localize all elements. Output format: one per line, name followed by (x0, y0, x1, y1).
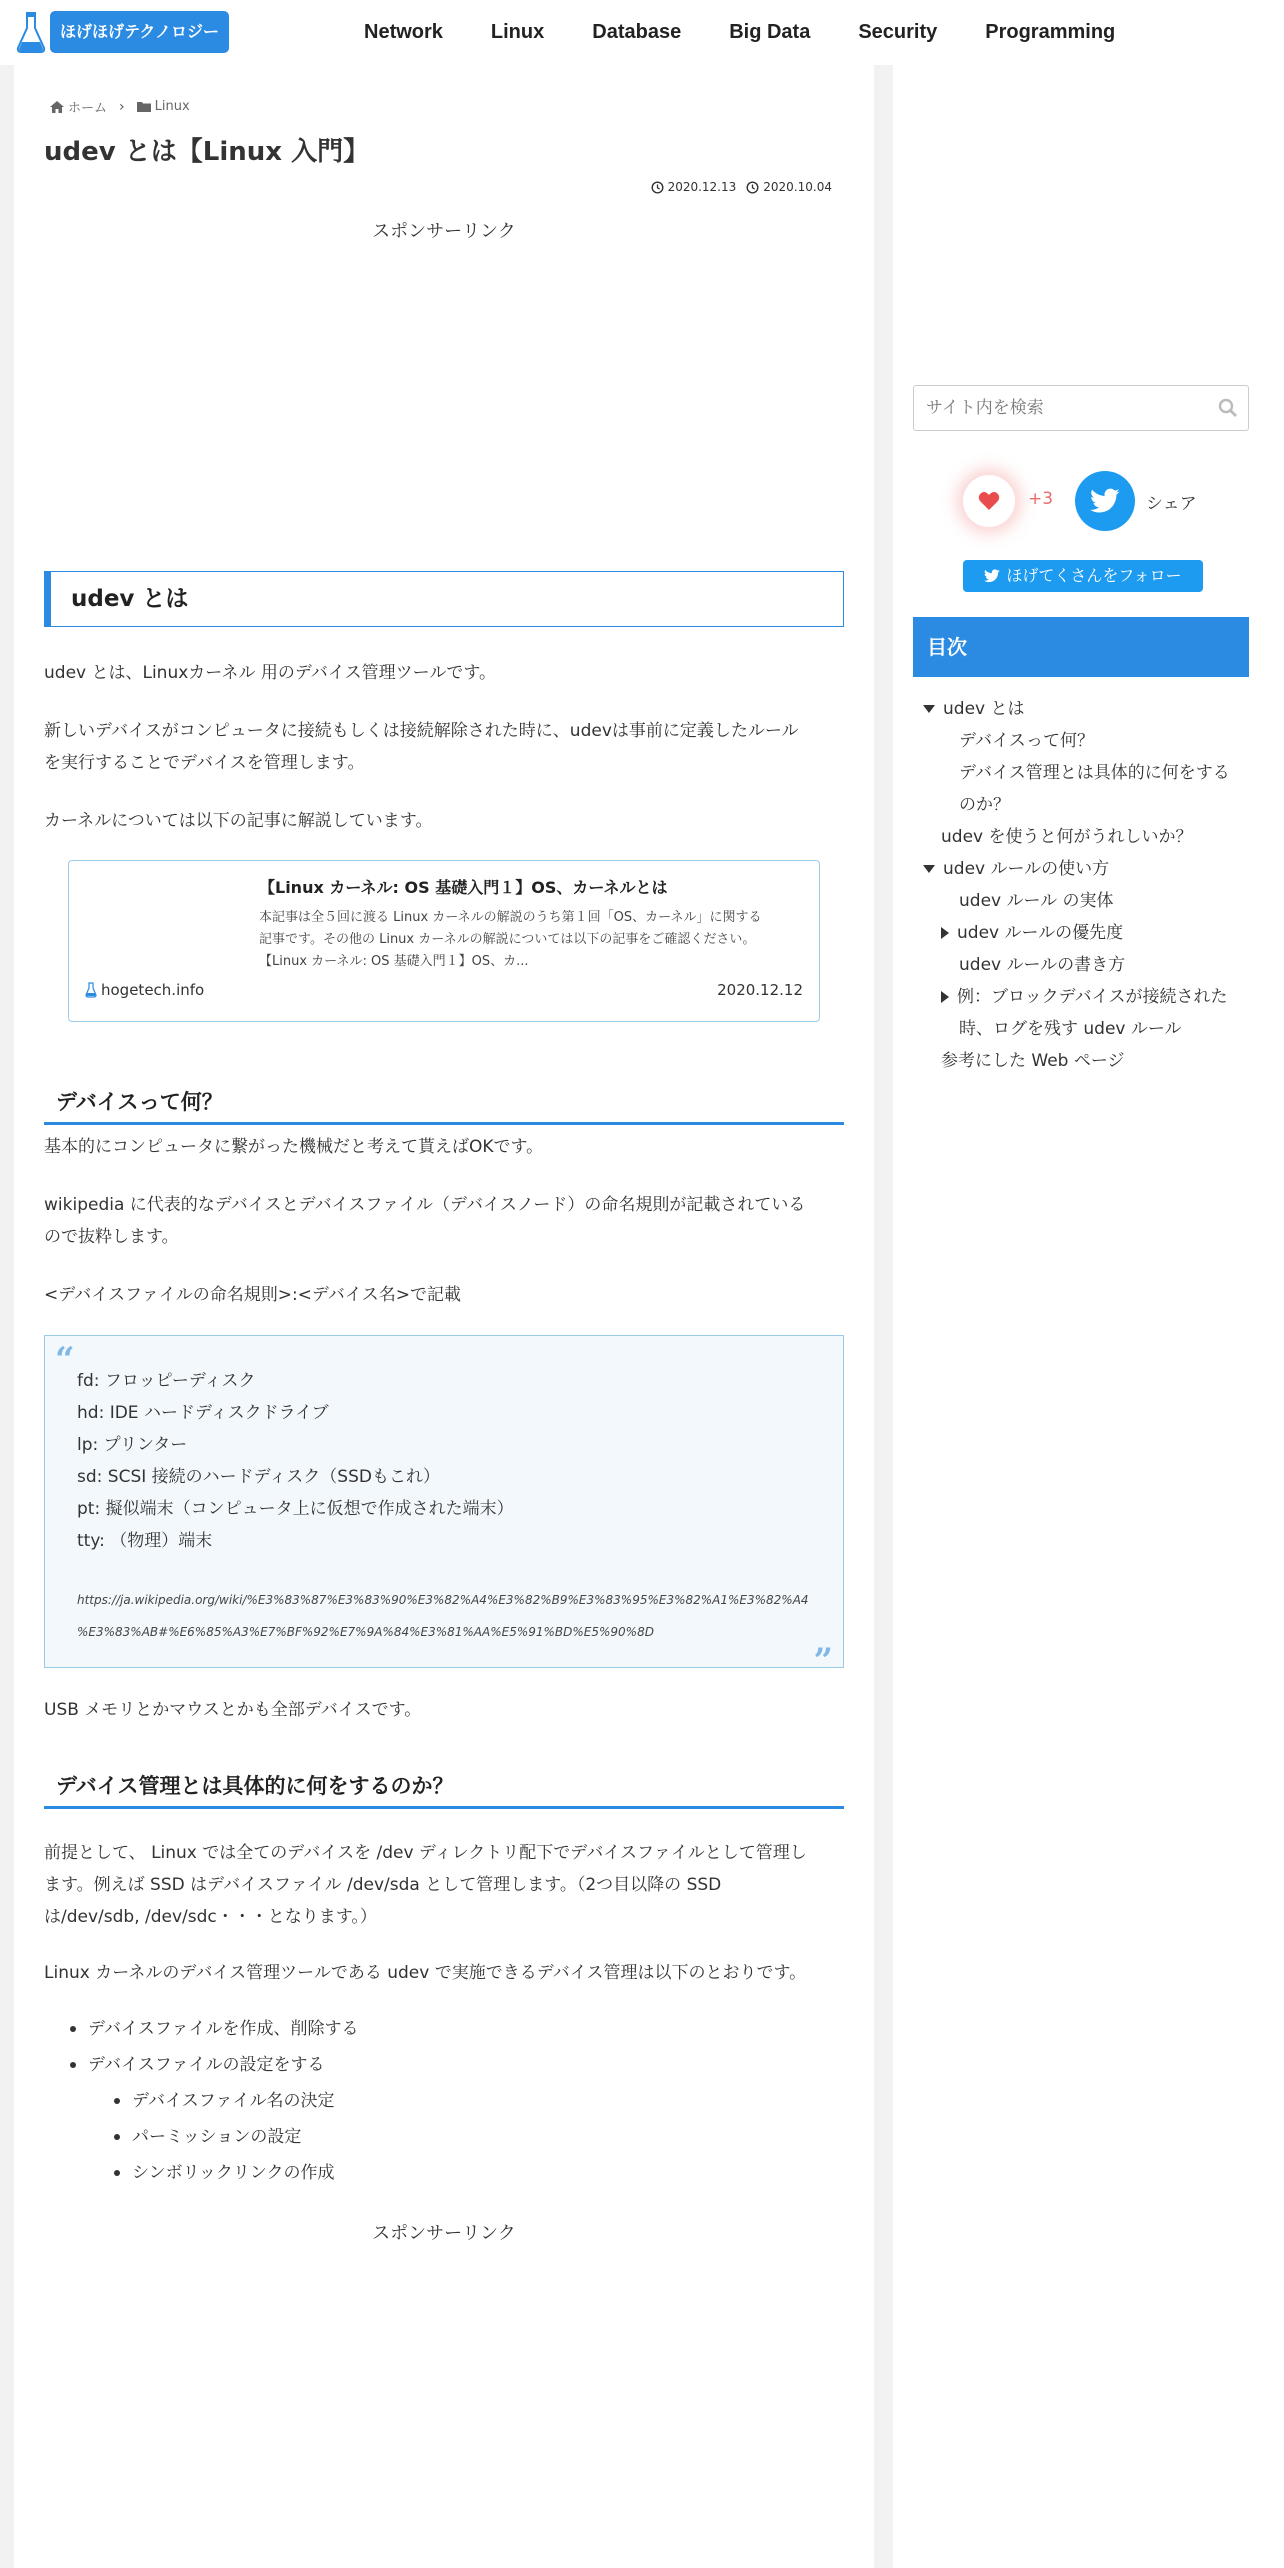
nested-bullet-list (132, 2083, 335, 2191)
flask-icon (14, 10, 48, 54)
open-quote-icon: “ (55, 1340, 75, 1380)
site-logo[interactable] (14, 10, 229, 54)
toc-item[interactable]: udev ルールの優先度 (941, 917, 1123, 949)
breadcrumb-category-label: Linux (154, 99, 190, 114)
list-item: デバイスファイル名の決定 (132, 2083, 335, 2119)
updated-date: 2020.12.13 (651, 180, 737, 194)
twitter-icon (984, 569, 1000, 583)
paragraph: ので抜粋します。 (44, 1227, 179, 1247)
paragraph: を実行することでデバイスを管理します。 (44, 753, 365, 773)
toc-item[interactable]: udev ルールの使い方 (923, 853, 1109, 885)
breadcrumb (50, 97, 190, 116)
quote-item: sd: SCSI 接続のハードディスク（SSDもこれ） (77, 1467, 440, 1487)
paragraph: USB メモリとかマウスとかも全部デバイスです。 (44, 1700, 422, 1720)
like-button[interactable] (963, 475, 1015, 527)
breadcrumb-category[interactable] (137, 99, 190, 114)
heading-udev: udev とは (44, 571, 844, 627)
caret-right-icon (941, 927, 949, 939)
toc-item[interactable]: 参考にした Web ページ (941, 1051, 1125, 1071)
search-icon[interactable] (1218, 398, 1238, 418)
heart-icon (978, 491, 1000, 511)
paragraph: ます。例えば SSD はデバイスファイル /dev/sda として管理します。（2つ目以降の SSD (44, 1875, 722, 1895)
nav-big-data[interactable]: Big Data (729, 21, 811, 43)
global-nav (340, 0, 1139, 65)
breadcrumb-home-label: ホーム (68, 101, 108, 116)
chevron-right-icon: › (119, 98, 125, 115)
bullet-list (88, 2011, 358, 2083)
toc-item[interactable]: デバイスって何？ (959, 731, 1094, 751)
nav-database[interactable]: Database (592, 21, 682, 43)
nav-security[interactable]: Security (858, 21, 938, 43)
follow-button[interactable]: ほげてくさんをフォロー (963, 560, 1203, 592)
post-dates (641, 180, 832, 194)
sidebar (893, 65, 1284, 2568)
page-title: udev とは【Linux 入門】 (44, 137, 370, 167)
quote-item: hd: IDE ハードディスクドライブ (77, 1403, 329, 1423)
toc-item[interactable]: 時、ログを残す udev ルール (959, 1019, 1182, 1039)
sponsor-label-bottom: スポンサーリンク (372, 2223, 516, 2244)
site-header (0, 0, 1284, 65)
toc-item[interactable]: 例：ブロックデバイスが接続された (941, 981, 1227, 1013)
clock-icon (746, 181, 759, 194)
toc-item[interactable]: udev とは (923, 693, 1025, 725)
toc-title: 目次 (913, 617, 1249, 677)
toc-item[interactable]: のか？ (959, 795, 1010, 815)
flask-icon (85, 982, 97, 998)
nav-linux[interactable]: Linux (490, 21, 545, 43)
paragraph: udev とは、Linuxカーネル 用のデバイス管理ツールです。 (44, 663, 496, 683)
nav-network[interactable]: Network (364, 21, 443, 43)
caret-down-icon (923, 705, 935, 713)
twitter-icon (1090, 488, 1120, 514)
toc-item[interactable]: udev を使うと何がうれしいか？ (941, 827, 1193, 847)
nav-programming[interactable]: Programming (985, 21, 1116, 43)
list-item: シンボリックリンクの作成 (132, 2155, 335, 2191)
toc-item[interactable]: udev ルール の実体 (959, 891, 1114, 911)
list-item: デバイスファイルを作成、削除する (88, 2011, 358, 2047)
toc-item[interactable]: デバイス管理とは具体的に何をする (959, 763, 1230, 783)
twitter-share-button[interactable] (1075, 471, 1135, 531)
main-content (14, 65, 874, 2568)
paragraph: 前提として、 Linux では全てのデバイスを /dev ディレクトリ配下でデバイスファイルとして管理し (44, 1843, 807, 1863)
sponsor-label-top: スポンサーリンク (372, 221, 516, 242)
caret-down-icon (923, 865, 935, 873)
quote-citation[interactable]: https://ja.wikipedia.org/wiki/%E3%83%87%E3%83%90%E3%82%A4%E3%82%B9%E3%83%95%E3%82%A1%E3%82%A4 %E3%83%AB#%E6%85%A3%E7%BF%92%E7%9A%84%E3%81%AA%E5%91%BD%E5%90%8D (77, 1593, 809, 1639)
list-item: パーミッションの設定 (132, 2119, 335, 2155)
card-date: 2020.12.12 (717, 981, 803, 999)
site-search (913, 385, 1249, 431)
toc-item[interactable]: udev ルールの書き方 (959, 955, 1126, 975)
list-item: デバイスファイルの設定をする (88, 2047, 358, 2083)
quote-item: pt: 擬似端末（コンピュータ上に仮想で作成された端末） (77, 1499, 514, 1519)
blockquote (44, 1335, 844, 1681)
history-icon (651, 181, 664, 194)
paragraph: カーネルについては以下の記事に解説しています。 (44, 811, 433, 831)
site-name[interactable]: ほげほげテクノロジー (50, 11, 229, 53)
quote-item: lp: プリンター (77, 1435, 188, 1455)
card-site: hogetech.info (85, 981, 204, 999)
like-count: +3 (1028, 489, 1054, 509)
related-article-card[interactable] (68, 860, 820, 1022)
paragraph: Linux カーネルのデバイス管理ツールである udev で実施できるデバイス管理は以下のとおりです。 (44, 1963, 807, 1983)
heading-what-is-device: デバイスって何？ (44, 1079, 844, 1125)
close-quote-icon: ” (813, 1641, 833, 1681)
paragraph: <デバイスファイルの命名規則>:<デバイス名>で記載 (44, 1285, 461, 1305)
caret-right-icon (941, 991, 949, 1003)
folder-icon (137, 101, 151, 112)
quote-item: tty: （物理）端末 (77, 1531, 213, 1551)
paragraph: wikipedia に代表的なデバイスとデバイスファイル（デバイスノード）の命名規則が記載されている (44, 1195, 806, 1215)
quote-item: fd: フロッピーディスク (77, 1371, 256, 1391)
breadcrumb-home[interactable] (50, 97, 107, 116)
paragraph: 新しいデバイスがコンピュータに接続もしくは接続解除された時に、udevは事前に定義したルール (44, 721, 799, 741)
published-date: 2020.10.04 (746, 180, 832, 194)
card-title: 【Linux カーネル: OS 基礎入門１】OS、カーネルとは (259, 878, 668, 897)
paragraph: は/dev/sdb, /dev/sdc・・・となります。） (44, 1907, 377, 1927)
heading-device-management: デバイス管理とは具体的に何をするのか？ (44, 1763, 844, 1809)
paragraph: 基本的にコンピュータに繋がった機械だと考えて貰えばOKです。 (44, 1137, 544, 1157)
card-excerpt: 本記事は全５回に渡る Linux カーネルの解説のうち第１回「OS、カーネル」に関する 記事です。その他の Linux カーネルの解説については以下の記事をご確認ください。 【Linux カーネル: OS 基礎入門１】OS、カ... (259, 910, 762, 969)
search-input[interactable] (914, 386, 1204, 430)
share-label[interactable]: シェア (1146, 494, 1197, 514)
home-icon (50, 101, 64, 113)
